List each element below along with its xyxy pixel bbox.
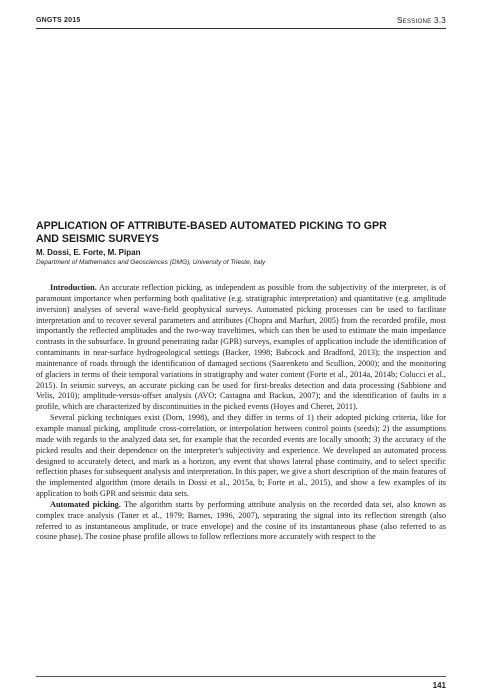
affiliation: Department of Mathematics and Geosciences (DMG), University of Trieste, Italy xyxy=(36,259,266,266)
session-label: Sessione 3.3 xyxy=(397,16,446,25)
paper-title-line-1: APPLICATION OF ATTRIBUTE-BASED AUTOMATED PICKING TO GPR xyxy=(36,220,387,232)
authors: M. Dossi, E. Forte, M. Pipan xyxy=(36,248,141,257)
section-heading-introduction: Introduction. xyxy=(50,283,97,292)
footer-rule xyxy=(36,676,446,677)
paragraph-picking-techniques: Several picking techniques exist (Dorn, 1998), and they differ in terms of 1) their adopted picking criteria, like for example manual picking, amplitude cross-correlation, or interpolation between control points (seeds); 2) the assumptions made with regards to the analyzed data set, for example that the recorded events are locally smooth; 3) the accuracy of the picked results and their dependence on the interpreter's subjectivity and experience. We developed an automated process designed to accurately detect, and mark as a horizon, any event that shows lateral phase continuity, and to select specific reflection phases for subsequent analysis and interpretation. In this paper, we give a short description of the main features of the implemented algorithm (more details in Dossi et al., 2015a, b; Forte et al., 2015), and show a few examples of its application to both GPR and seismic data sets. xyxy=(36,413,446,499)
header-rule xyxy=(36,28,446,29)
paper-title xyxy=(36,220,446,246)
paper-title-line-2: AND SEISMIC SURVEYS xyxy=(36,233,159,245)
paragraph-introduction: Introduction. An accurate reflection picking, as independent as possible from the subjectivity of the interpreter, is of paramount importance when performing both qualitative (e.g. stratigraphic interpretation) and quantitative (e.g. amplitude inversion) analyses of several wave-field geophysical surveys. Automated picking processes can be used to facilitate interpretation and to recover several parameters and attributes (Chopra and Marfurt, 2005) from the recorded profile, most importantly the reflected amplitudes and the two-way traveltimes, which can then be used to estimate the main impedance contrasts in the subsurface. In ground penetrating radar (GPR) surveys, examples of application include the identification of contaminants in near-surface hydrogeological settings (Backer, 1998; Babcock and Bradford, 2013); the inspection and maintenance of roads through the identification of damaged sections (Saarenketo and Scullion, 2000); and the monitoring of glaciers in terms of their temporal variations in stratigraphy and water content (Forte et al., 2014a, 2014b; Colucci et al., 2015). In seismic surveys, an accurate picking can be used for first-breaks detection and data processing (Sabbione and Velis, 2010); amplitude-versus-offset analysis (AVO; Castagna and Backus, 2007); and the identification of faults in a profile, which are characterized by discontinuities in the picked events (Hoyes and Cheret, 2011). xyxy=(36,283,446,412)
running-header xyxy=(36,17,446,27)
section-heading-automated-picking: Automated picking. xyxy=(50,499,121,509)
page-number: 141 xyxy=(432,681,446,690)
body-text xyxy=(36,283,446,543)
conference-label: GNGTS 2015 xyxy=(36,17,81,24)
paragraph-automated-picking: Automated picking. The algorithm starts by performing attribute analysis on the recorded data set, also known as complex trace analysis (Taner et al., 1979; Barnes, 1996, 2007), separating the signal into its reflection strength (also referred to as instantaneous amplitude, or trace envelope) and the cosine of its instantaneous phase (also referred to as cosine phase). The cosine phase profile allows to follow reflections more accurately with respect to the xyxy=(36,499,446,542)
